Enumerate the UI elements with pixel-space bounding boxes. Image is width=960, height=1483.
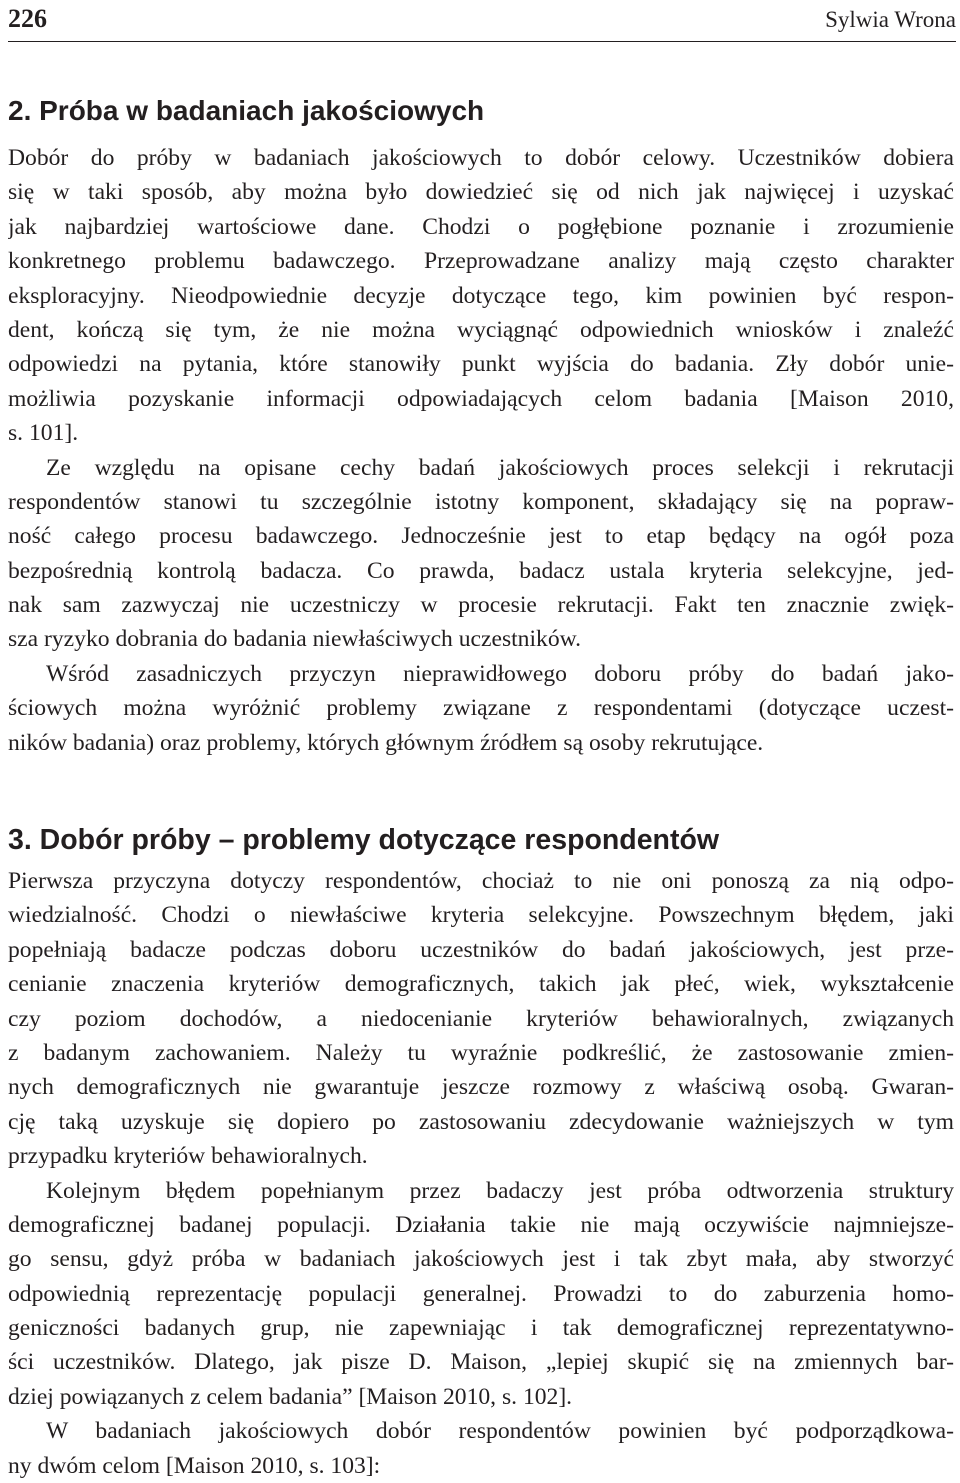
paragraph-line: możliwia pozyskanie informacji odpowiadających celom badania [Maison 2010, (8, 385, 954, 412)
header-rule (8, 41, 956, 42)
paragraph-line: ność całego procesu badawczego. Jednocześnie jest to etap będący na ogół poza (8, 523, 954, 550)
paragraph-line: konkretnego problemu badawczego. Przeprowadzane analizy mają często charakter (8, 248, 954, 275)
page-header (8, 0, 956, 42)
paragraph-line: Wśród zasadniczych przyczyn nieprawidłowego doboru próby do badań jako- (46, 660, 954, 687)
paragraph-line: go sensu, gdyż próba w badaniach jakościowych jest i tak zbyt mała, aby stworzyć (8, 1246, 954, 1273)
paragraph-line: ści uczestników. Dlatego, jak pisze D. Maison, „lepiej skupić się na zmiennych bar- (8, 1349, 954, 1376)
paragraph-line: cję taką uzyskuje się dopiero po zastosowaniu zdecydowanie ważniejszych w tym (8, 1108, 954, 1135)
paragraph-line: dziej powiązanych z celem badania” [Maison 2010, s. 102]. (8, 1383, 573, 1410)
paragraph-line: ników badania) oraz problemy, których głównym źródłem są osoby rekrutujące. (8, 729, 764, 756)
paragraph-line: się w taki sposób, aby można było dowiedzieć się od nich jak najwięcej i uzyskać (8, 179, 954, 206)
paragraph-line: nak sam zazwyczaj nie uczestniczy w procesie rekrutacji. Fakt ten znacznie zwięk- (8, 592, 954, 619)
section-heading-3: 3. Dobór próby – problemy dotyczące respondentów (8, 823, 720, 856)
paragraph-line: popełniają badacze podczas doboru uczestników do badań jakościowych, jest prze- (8, 936, 954, 963)
paragraph-line: odpowiednią reprezentację populacji generalnej. Prowadzi to do zaburzenia homo- (8, 1280, 954, 1307)
paragraph-line: ściowych można wyróżnić problemy związane z respondentami (dotyczące uczest- (8, 695, 954, 722)
paragraph-line: respondentów stanowi tu szczególnie istotny komponent, składający się na popraw- (8, 488, 954, 515)
paragraph-line: wiedzialność. Chodzi o niewłaściwe kryteria selekcyjne. Powszechnym błędem, jaki (8, 902, 954, 929)
paragraph-line: s. 101]. (8, 420, 79, 447)
paragraph-line: czy poziom dochodów, a niedocenianie kryteriów behawioralnych, związanych (8, 1005, 954, 1032)
page-number: 226 (8, 4, 47, 33)
paragraph-line: cenianie znaczenia kryteriów demograficznych, takich jak płeć, wiek, wykształcenie (8, 971, 954, 998)
paragraph-line: bezpośrednią kontrolą badacza. Co prawda, badacz ustala kryteria selekcyjne, jed- (8, 557, 954, 584)
paragraph-line: nych demograficznych nie gwarantuje jeszcze rozmowy z właściwą osobą. Gwaran- (8, 1074, 954, 1101)
section-2-body (8, 141, 954, 760)
paragraph-line: Dobór do próby w badaniach jakościowych to dobór celowy. Uczestników dobiera (8, 145, 954, 171)
paragraph-line: W badaniach jakościowych dobór respondentów powinien być podporządkowa- (46, 1418, 954, 1445)
running-head-author: Sylwia Wrona (825, 7, 956, 32)
paragraph-line: jak najbardziej wartościowe dane. Chodzi o pogłębione poznanie i zrozumienie (8, 213, 954, 240)
paragraph-line: z badanym zachowaniem. Należy tu wyraźnie podkreślić, że zastosowanie zmien- (8, 1039, 954, 1066)
paragraph-line: Ze względu na opisane cechy badań jakościowych proces selekcji i rekrutacji (46, 454, 954, 481)
paragraph-line: odpowiedzi na pytania, które stanowiły punkt wyjścia do badania. Zły dobór unie- (8, 351, 954, 378)
paragraph-line: Kolejnym błędem popełnianym przez badaczy jest próba odtworzenia struktury (46, 1177, 954, 1204)
section-heading-2: 2. Próba w badaniach jakościowych (8, 95, 485, 127)
paragraph-line: sza ryzyko dobrania do badania niewłaściwych uczestników. (8, 626, 582, 653)
paragraph-line: przypadku kryteriów behawioralnych. (8, 1143, 368, 1170)
paragraph-line: demograficznej badanej populacji. Działania takie nie mają oczywiście najmniejsze- (8, 1211, 954, 1238)
paragraph-line: Pierwsza przyczyna dotyczy respondentów, chociaż to nie oni ponoszą za nią odpo- (8, 868, 954, 894)
section-3-body (8, 864, 954, 1483)
paragraph-line: ny dwóm celom [Maison 2010, s. 103]: (8, 1452, 381, 1479)
paragraph-line: dent, kończą się tym, że nie można wyciągnąć odpowiednich wniosków i znaleźć (8, 316, 954, 343)
paragraph-line: geniczności badanych grup, nie zapewniając i tak demograficznej reprezentatywno- (8, 1315, 954, 1342)
paragraph-line: eksploracyjny. Nieodpowiednie decyzje dotyczące tego, kim powinien być respon- (8, 282, 954, 309)
